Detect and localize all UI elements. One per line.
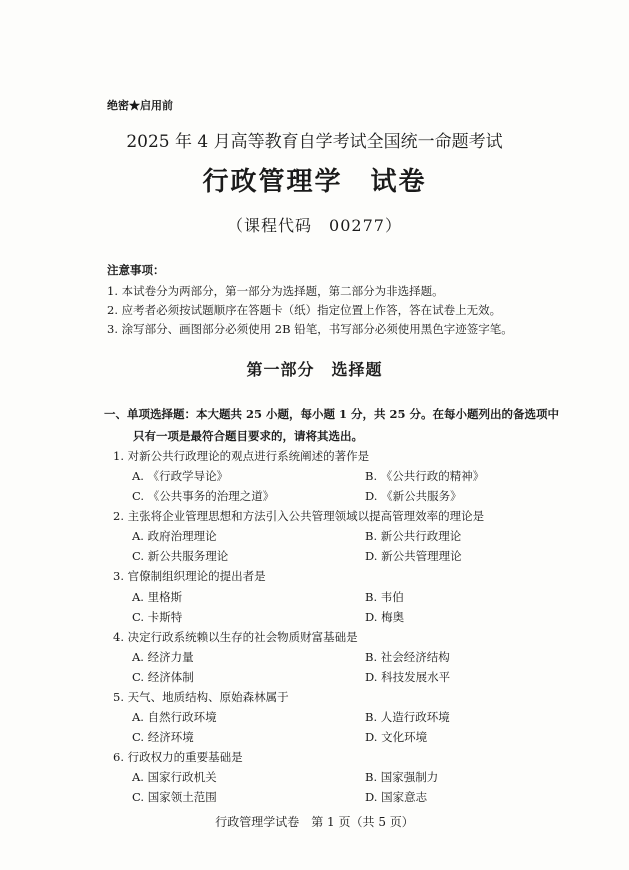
option-b: B. 社会经济结构 [365,650,450,664]
option-b: B. 韦伯 [365,590,404,604]
question-stem: 5. 天气、地质结构、原始森林属于 [113,690,289,704]
course-code: （课程代码 00277） [227,216,402,235]
notice-item: 2. 应考者必须按试题顺序在答题卡（纸）指定位置上作答，答在试卷上无效。 [107,303,502,317]
exam-title: 2025 年 4 月高等教育自学考试全国统一命题考试 [126,132,503,152]
option-c: C. 经济环境 [132,730,194,744]
question-stem: 4. 决定行政系统赖以生存的社会物质财富基础是 [113,630,358,644]
option-a: A. 里格斯 [132,590,183,604]
part-title: 第一部分 选择题 [246,360,383,379]
question-stem: 2. 主张将企业管理思想和方法引入公共管理领域以提高管理效率的理论是 [113,509,485,523]
option-a: A. 自然行政环境 [132,710,217,724]
notice-item: 3. 涂写部分、画图部分必须使用 2B 铅笔，书写部分必须使用黑色字迹签字笔。 [107,322,513,336]
option-c: C. 《公共事务的治理之道》 [132,489,275,503]
option-a: A. 经济力量 [132,650,194,664]
paper-title: 行政管理学 试卷 [202,167,427,197]
option-d: D. 新公共管理理论 [365,549,462,563]
question-stem: 3. 官僚制组织理论的提出者是 [113,569,266,583]
section-heading: 一、单项选择题：本大题共 25 小题，每小题 1 分，共 25 分。在每小题列出的备选项中 [104,407,560,421]
confidential-label: 绝密★启用前 [107,99,173,112]
option-a: A. 政府治理理论 [132,529,217,543]
question-stem: 6. 行政权力的重要基础是 [113,750,243,764]
option-b: B. 人造行政环境 [365,710,450,724]
option-d: D. 梅奥 [365,610,405,624]
option-a: A. 国家行政机关 [132,770,217,784]
option-b: B. 《公共行政的精神》 [365,469,485,483]
option-c: C. 新公共服务理论 [132,549,229,563]
option-b: B. 新公共行政理论 [365,529,462,543]
option-d: D. 《新公共服务》 [365,489,462,503]
option-c: C. 卡斯特 [132,610,183,624]
page-footer: 行政管理学试卷 第 1 页（共 5 页） [215,815,414,829]
option-c: C. 经济体制 [132,670,194,684]
option-d: D. 文化环境 [365,730,428,744]
option-d: D. 科技发展水平 [365,670,451,684]
option-c: C. 国家领土范围 [132,790,217,804]
option-a: A. 《行政学导论》 [132,469,229,483]
section-heading-continued: 只有一项是最符合题目要求的，请将其选出。 [133,429,363,443]
option-b: B. 国家强制力 [365,770,439,784]
question-stem: 1. 对新公共行政理论的观点进行系统阐述的著作是 [113,449,370,463]
notice-item: 1. 本试卷分为两部分，第一部分为选择题，第二部分为非选择题。 [107,284,444,298]
notice-heading: 注意事项： [107,263,165,277]
option-d: D. 国家意志 [365,790,428,804]
